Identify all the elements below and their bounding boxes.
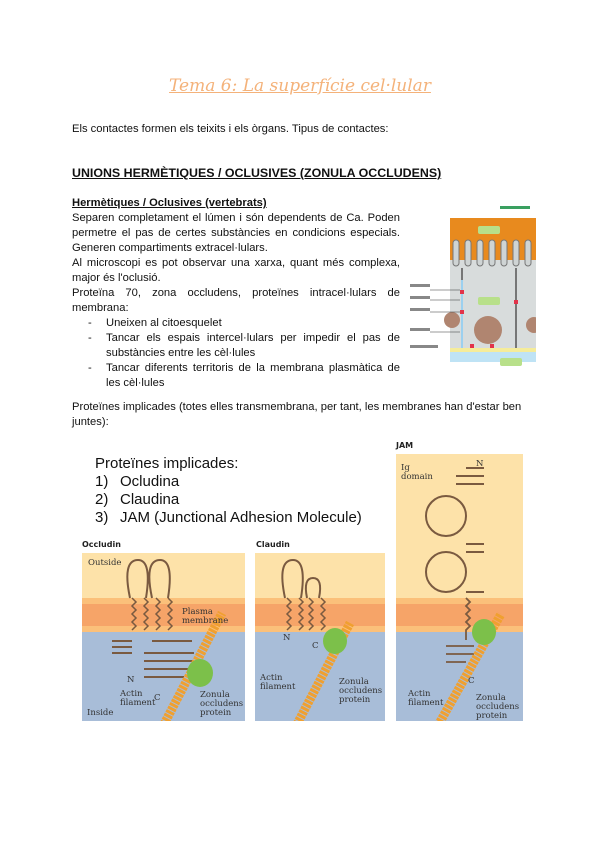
intro-text: Els contactes formen els teixits i els òrgans. Tipus de contactes: (72, 123, 389, 135)
n-terminus-label: N (127, 675, 135, 685)
protein-list (95, 455, 362, 527)
list-item: - Tancar els espais intercel·lulars per impedir el pas de substàncies entre les cèl·lules (72, 331, 400, 361)
ig-domain-label: Ig domain (401, 463, 433, 482)
epithelium-diagram (410, 200, 536, 372)
proteins-text: Proteïnes implicades (totes elles transmembrana, per tant, les membranes han d'estar ben juntes): (72, 401, 522, 428)
paragraph: Al microscopi es pot observar una xarxa, quant més complexa, major és l'oclusió. (72, 257, 400, 284)
section-heading: UNIONS HERMÈTIQUES / OCLUSIVES (ZONULA OCCLUDENS) (72, 166, 442, 180)
outside-label: Outside (88, 558, 122, 568)
list-item: 2) Claudina (95, 491, 180, 508)
actin-label: Actin filament (260, 673, 296, 692)
jam-panel (396, 454, 523, 721)
jam-title: JAM (396, 441, 414, 450)
subsection-heading: Hermètiques / Oclusives (vertebrats) (72, 197, 267, 209)
c-terminus-label: C (312, 641, 319, 651)
actin-label: Actin filament (408, 689, 444, 708)
title-text: Tema 6: La superfície cel·lular (169, 76, 431, 96)
inside-label: Inside (87, 708, 114, 718)
occludin-panel (82, 553, 245, 721)
page-title (0, 76, 600, 96)
section-body (72, 196, 400, 391)
list-heading: Proteïnes implicades: (95, 455, 239, 472)
list-item: 1) Ocludina (95, 473, 180, 490)
n-terminus-label: N (283, 633, 291, 643)
claudin-title: Claudin (256, 540, 290, 549)
paragraph: Proteïna 70, zona occludens, proteïnes intracel·lulars de membrana: (72, 287, 400, 314)
n-terminus-label: N (476, 459, 484, 469)
claudin-panel (255, 553, 385, 721)
zo-label: Zonula occludens protein (476, 693, 520, 721)
bullet-list (72, 316, 400, 391)
zo-label: Zonula occludens protein (339, 677, 383, 705)
c-terminus-label: C (154, 693, 161, 703)
list-item: - Tancar diferents territoris de la membrana plasmàtica de les cèl·lules (72, 361, 400, 391)
actin-label: Actin filament (120, 689, 156, 708)
zo-label: Zonula occludens protein (200, 690, 244, 718)
list-item: 3) JAM (Junctional Adhesion Molecule) (95, 509, 362, 526)
membrane-label: Plasma membrane (182, 607, 229, 626)
paragraph: Separen completament el lúmen i són dependents de Ca. Poden permetre el pas de certes substàncies en condicions especials. Generen compartiments extracel·lulars. (72, 212, 400, 254)
list-item: - Uneixen al citoesquelet (72, 316, 400, 331)
c-terminus-label: C (468, 676, 475, 686)
occludin-title: Occludin (82, 540, 121, 549)
